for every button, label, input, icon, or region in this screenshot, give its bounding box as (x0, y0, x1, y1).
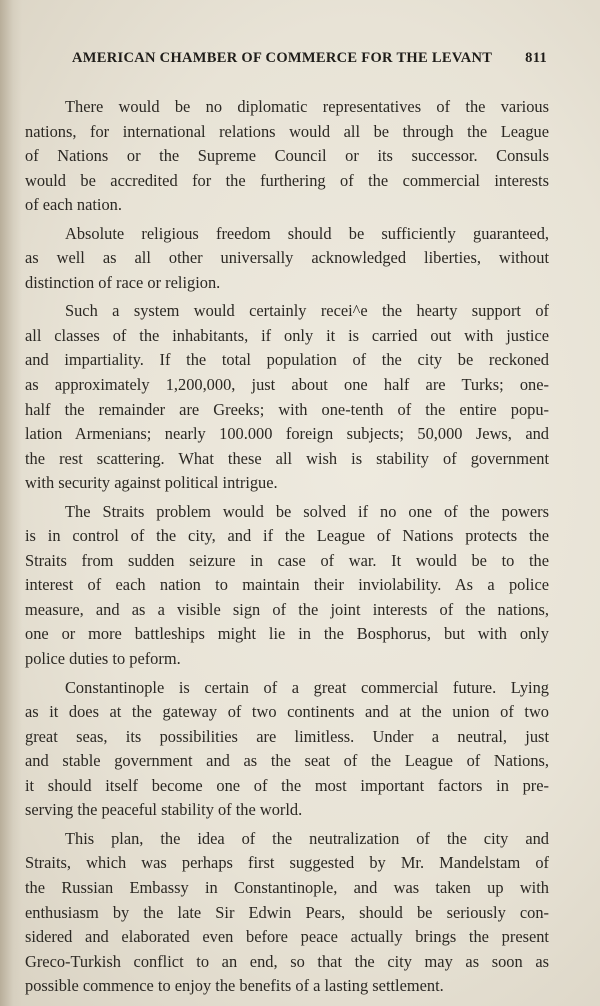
running-title: AMERICAN CHAMBER OF COMMERCE FOR THE LEVANT (72, 50, 493, 66)
paragraph-commercial-future (25, 676, 549, 823)
text-line: as approximately 1,200,000, just about one half are Turks; one- (25, 375, 549, 395)
running-header (72, 50, 547, 72)
text-line: sidered and elaborated even before peace actually brings the present (25, 927, 549, 947)
paragraph-religious-freedom (25, 222, 549, 296)
text-line: and stable government and as the seat of the League of Nations, (25, 751, 549, 771)
text-line: lation Armenians; nearly 100.000 foreign subjects; 50,000 Jews, and (25, 424, 549, 444)
text-line: and impartiality. If the total population of the city be reckoned (25, 350, 549, 370)
text-line: with security against political intrigue. (25, 473, 278, 493)
text-line: as it does at the gateway of two continents and at the union of two (25, 702, 549, 722)
text-line: the Russian Embassy in Constantinople, and was taken up with (25, 877, 549, 897)
text-line: Greco-Turkish conflict to an end, so that the city may as soon as (25, 951, 549, 971)
text-line: There would be no diplomatic representatives of the various (65, 97, 549, 116)
text-line: measure, and as a visible sign of the joint interests of the nations, (25, 599, 549, 619)
text-line: the rest scattering. What these all wish is stability of government (25, 448, 549, 468)
text-line: possible commence to enjoy the benefits of a lasting settlement. (25, 976, 444, 996)
text-line: Straits from sudden seizure in case of war. It would be to the (25, 550, 549, 570)
text-line: half the remainder are Greeks; with one-tenth of the entire popu- (25, 399, 549, 419)
text-line: great seas, its possibilities are limitless. Under a neutral, just (25, 726, 549, 746)
text-line: distinction of race or religion. (25, 272, 221, 292)
text-line: police duties to peform. (25, 649, 181, 669)
paragraph-straits-problem (25, 500, 549, 672)
text-line: Constantinople is certain of a great commercial future. Lying (65, 677, 549, 697)
text-line: serving the peaceful stability of the world. (25, 800, 303, 820)
spine-shadow (0, 0, 22, 1006)
text-line: The Straits problem would be solved if no one of the powers (65, 501, 549, 521)
text-line: This plan, the idea of the neutralization of the city and (65, 828, 549, 848)
text-line: of each nation. (25, 195, 122, 215)
text-line: one or more battleships might lie in the Bosphorus, but with only (25, 624, 549, 644)
text-line: would be accredited for the furthering of the commercial interests (25, 170, 549, 190)
body-text (25, 95, 549, 999)
text-line: of Nations or the Supreme Council or its successor. Consuls (25, 146, 549, 166)
paragraph-neutralization-plan (25, 827, 549, 999)
text-line: Such a system would certainly recei^e the hearty support of (65, 301, 549, 321)
paragraph-diplomatic-representation (25, 95, 549, 218)
text-line: Straits, which was perhaps first suggested by Mr. Mandelstam of (25, 853, 549, 873)
text-line: interest of each nation to maintain their inviolability. As a police (25, 575, 549, 595)
page-number: 811 (525, 50, 547, 66)
text-line: all classes of the inhabitants, if only it is carried out with justice (25, 325, 549, 345)
text-line: enthusiasm by the late Sir Edwin Pears, should be seriously con- (25, 902, 549, 922)
text-line: nations, for international relations would all be through the League (25, 121, 549, 141)
text-line: is in control of the city, and if the League of Nations protects the (25, 526, 549, 546)
text-line: it should itself become one of the most important factors in pre- (25, 775, 549, 795)
text-line: Absolute religious freedom should be sufficiently guaranteed, (65, 223, 549, 243)
text-line: as well as all other universally acknowledged liberties, without (25, 248, 549, 268)
paragraph-population (25, 299, 549, 495)
